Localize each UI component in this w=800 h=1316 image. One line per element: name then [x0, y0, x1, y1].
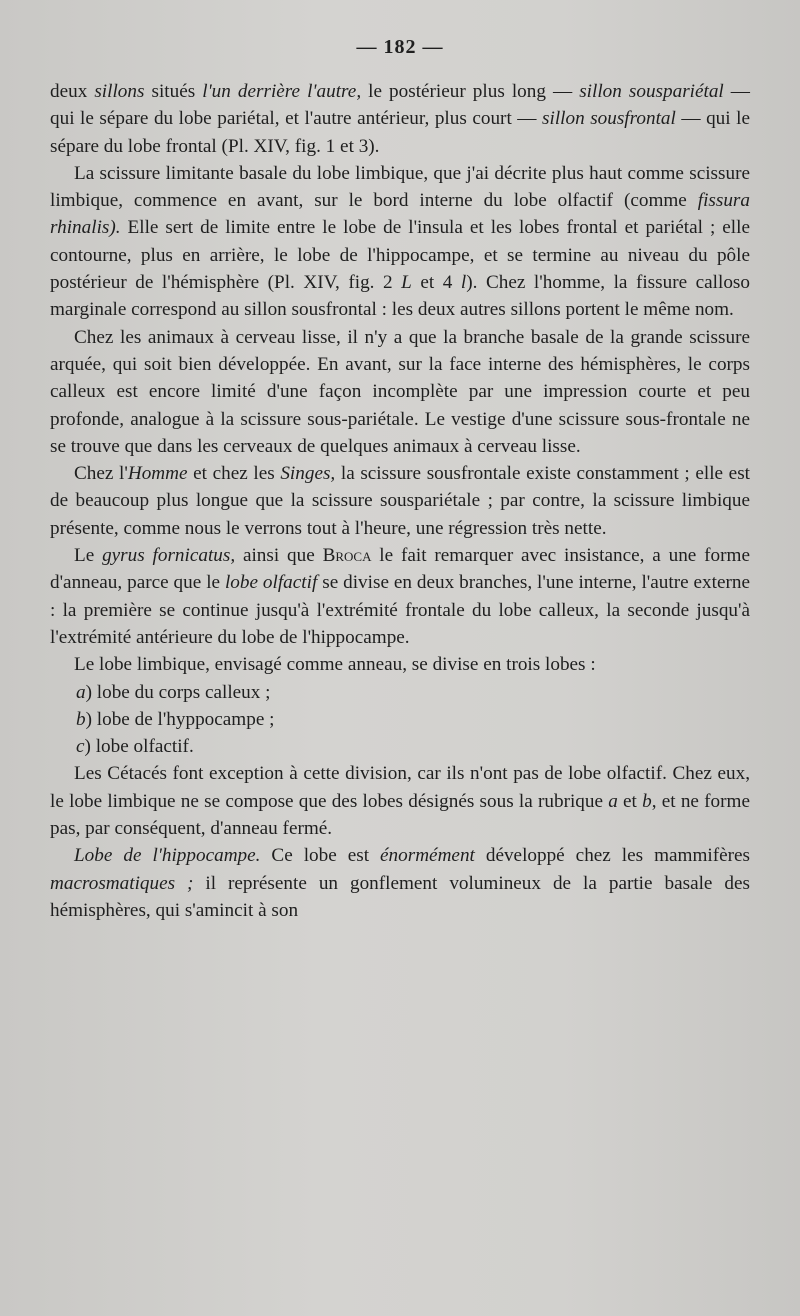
text-run: Le: [74, 545, 103, 567]
italic-text: L: [401, 272, 412, 294]
italic-text: Homme: [127, 463, 188, 485]
text-run: — qui le sépare du lobe pariétal, et l'autre antérieur, plus court —: [50, 81, 750, 130]
paragraph: [50, 324, 750, 460]
paragraph: [50, 760, 750, 842]
text-run: ) lobe de l'hyppocampe ;: [85, 708, 275, 730]
text-run: le fait remarquer avec insistance, a une forme d'anneau, parce que le: [50, 545, 750, 594]
text-run: ) lobe olfactif.: [84, 736, 194, 758]
text-run: et chez les: [187, 463, 281, 485]
text-run: et: [617, 790, 643, 812]
italic-text: l'un derrière l'autre,: [202, 81, 362, 102]
text-run: Le lobe limbique, envisagé comme anneau, se divise en trois lobes :: [74, 654, 596, 676]
text-run: Les Cétacés font exception à cette division, car ils n'ont pas de lobe olfactif. Chez eux, le lobe limbique ne se compose que des lobes désignés sous la rubrique: [50, 763, 750, 812]
italic-text: sillons: [94, 81, 145, 102]
text-run: Elle sert de limite entre le lobe de l'insula et les lobes frontal et pariétal ; elle contourne, plus en arrière, le lobe de l'hippocampe, et se termine au niveau du pôle postérieur de l'hémisphère (Pl. XIV, fig. 2: [50, 217, 750, 294]
text-run: et 4: [411, 272, 461, 294]
body-text: [50, 78, 750, 924]
italic-text: sillon sousfrontal: [542, 108, 676, 130]
italic-text: a: [76, 681, 86, 703]
smallcaps-text: Broca: [322, 545, 372, 567]
list-item: [50, 706, 750, 733]
italic-text: Lobe de l'hippocampe.: [74, 845, 261, 867]
text-run: La scissure limitante basale du lobe limbique, que j'ai décrite plus haut comme scissure limbique, commence en avant, sur le bord interne du lobe olfactif (comme: [50, 162, 750, 212]
paragraph: [50, 460, 750, 542]
italic-text: Singes,: [280, 463, 336, 485]
italic-text: lobe olfactif: [224, 572, 318, 594]
text-run: ) lobe du corps calleux ;: [85, 681, 271, 703]
italic-text: énormément: [380, 845, 475, 867]
text-run: deux: [50, 81, 95, 102]
text-run: ). Chez l'homme, la fissure calloso marginale correspond au sillon sousfrontal : les deux autres sillons portent le même nom.: [50, 272, 750, 321]
list-item: [50, 679, 750, 706]
italic-text: fissura rhinalis).: [50, 190, 750, 239]
paragraph: [50, 842, 750, 924]
text-run: Ce lobe est: [260, 845, 381, 867]
paragraph: [50, 542, 750, 651]
italic-text: macrosmatiques ;: [50, 872, 194, 894]
italic-text: b: [76, 708, 86, 730]
italic-text: gyrus fornicatus,: [102, 545, 236, 567]
text-run: situés: [144, 81, 203, 102]
paragraph: [50, 651, 750, 678]
paragraph: [50, 78, 750, 160]
text-run: Chez les animaux à cerveau lisse, il n'y a que la branche basale de la grande scissure arquée, qui soit bien développée. En avant, sur la face interne des hémisphères, le corps calleux est encore limité d'une façon incomplète par une impression courte et peu profonde, analogue à la scissure sous-pariétale. Le vestige d'une scissure sous-frontale ne se trouve que dans les cerveaux de quelques animaux à cerveau lisse.: [50, 326, 750, 457]
text-run: la scissure sousfrontale existe constamment ; elle est de beaucoup plus longue que la scissure souspariétale ; par contre, la scissure limbique présente, comme nous le verrons tout à l'heure, une régression très nette.: [50, 463, 750, 539]
text-run: , et ne forme pas, par conséquent, d'anneau fermé.: [50, 790, 750, 840]
paragraph: [50, 160, 750, 324]
italic-text: c: [76, 736, 85, 758]
text-run: se divise en deux branches, l'une interne, l'autre externe : la première se continue jusqu'à l'extrémité frontale du lobe calleux, la seconde jusqu'à l'extrémité antérieure du lobe de l'hippocampe.: [50, 572, 750, 648]
text-run: développé chez les mammifères: [474, 845, 750, 867]
text-run: le postérieur plus long —: [361, 81, 580, 102]
italic-text: a: [608, 790, 618, 812]
italic-text: b: [642, 790, 652, 812]
text-run: — qui le sépare du lobe frontal (Pl. XIV, fig. 1 et 3).: [50, 108, 750, 157]
text-run: Chez l': [74, 463, 128, 485]
italic-text: l: [460, 272, 467, 294]
text-run: il représente un gonflement volumineux de la partie basale des hémisphères, qui s'amincit à son: [50, 872, 750, 921]
italic-text: sillon souspariétal: [579, 81, 724, 102]
text-run: ainsi que: [235, 545, 323, 567]
page-number: — 182 —: [356, 36, 444, 58]
list-item: [50, 733, 750, 760]
